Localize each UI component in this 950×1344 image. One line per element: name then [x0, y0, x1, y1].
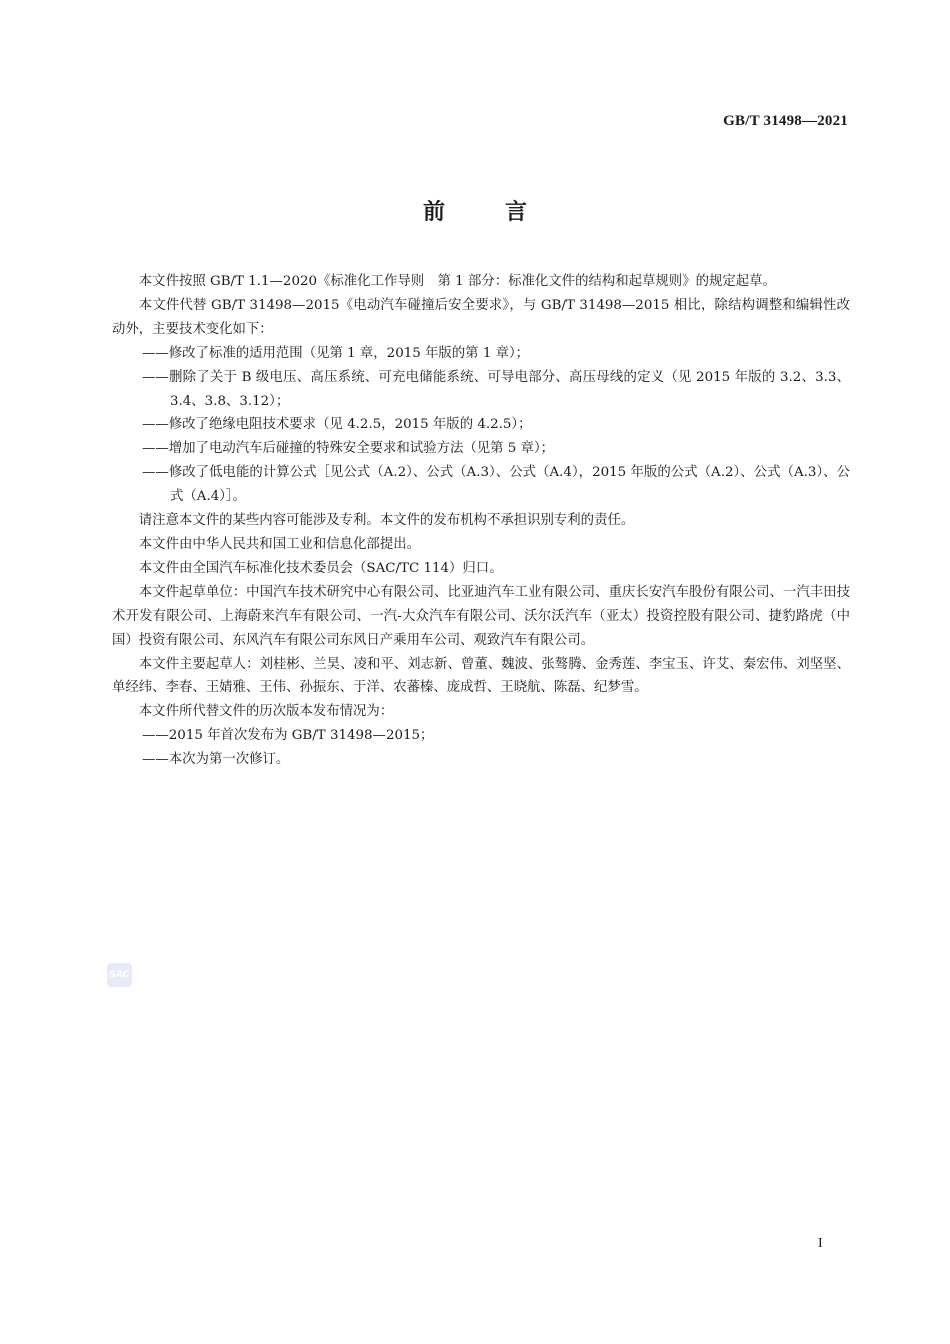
- paragraph-drafting-rules: 本文件按照 GB/T 1.1—2020《标准化工作导则 第 1 部分：标准化文件的结构和起草规则》的规定起草。: [138, 274, 776, 289]
- paragraph-replaces: 本文件代替 GB/T 31498—2015《电动汽车碰撞后安全要求》，与 GB/T 31498—2015 相比，除结构调整和编辑性改动外，主要技术变化如下：: [112, 297, 850, 337]
- change-item: ——增加了电动汽车后碰撞的特殊安全要求和试验方法（见第 5 章）；: [142, 441, 555, 457]
- page-title: 前言: [422, 200, 587, 225]
- paragraph-history-intro: 本文件所代替文件的历次版本发布情况为：: [138, 704, 394, 720]
- paragraph-proposer: 本文件由中华人民共和国工业和信息化部提出。: [138, 536, 420, 552]
- change-item: ——修改了绝缘电阻技术要求（见 4.2.5，2015 年版的 4.2.5）；: [142, 417, 532, 433]
- page-number: I: [818, 1236, 823, 1251]
- change-item: ——修改了低电能的计算公式［见公式（A.2）、公式（A.3）、公式（A.4），2015 年版的公式（A.2）、公式（A.3）、公式（A.4）］。: [142, 465, 850, 505]
- document-body: [112, 270, 850, 772]
- change-item: ——删除了关于 B 级电压、高压系统、可充电储能系统、可导电部分、高压母线的定义（见 2015 年版的 3.2、3.3、3.4、3.8、3.12）；: [142, 369, 850, 409]
- paragraph-drafting-units: 本文件起草单位：中国汽车技术研究中心有限公司、比亚迪汽车工业有限公司、重庆长安汽车股份有限公司、一汽丰田技术开发有限公司、上海蔚来汽车有限公司、一汽-大众汽车有限公司、沃尔沃汽车（亚太）投资控股有限公司、捷豹路虎（中国）投资有限公司、东风汽车有限公司东风日产乘用车公司、观致汽车有限公司。: [112, 584, 850, 648]
- change-item: ——修改了标准的适用范围（见第 1 章，2015 年版的第 1 章）；: [142, 345, 530, 361]
- paragraph-patent-notice: 请注意本文件的某些内容可能涉及专利。本文件的发布机构不承担识别专利的责任。: [138, 513, 635, 529]
- history-item: ——2015 年首次发布为 GB/T 31498—2015；: [142, 728, 434, 744]
- sac-watermark-logo: SAC: [107, 963, 132, 987]
- history-item: ——本次为第一次修订。: [142, 752, 290, 768]
- paragraph-administrator: 本文件由全国汽车标准化技术委员会（SAC/TC 114）归口。: [138, 560, 503, 576]
- document-code: GB/T 31498—2021: [723, 113, 848, 129]
- paragraph-drafters: 本文件主要起草人：刘桂彬、兰昊、凌和平、刘志新、曾董、魏波、张骜腾、金秀莲、李宝玉、许艾、秦宏伟、刘坚坚、单经纬、李春、王婧雅、王伟、孙振东、于洋、农蕃榛、庞成哲、王晓航、陈磊、纪梦雪。: [112, 656, 850, 696]
